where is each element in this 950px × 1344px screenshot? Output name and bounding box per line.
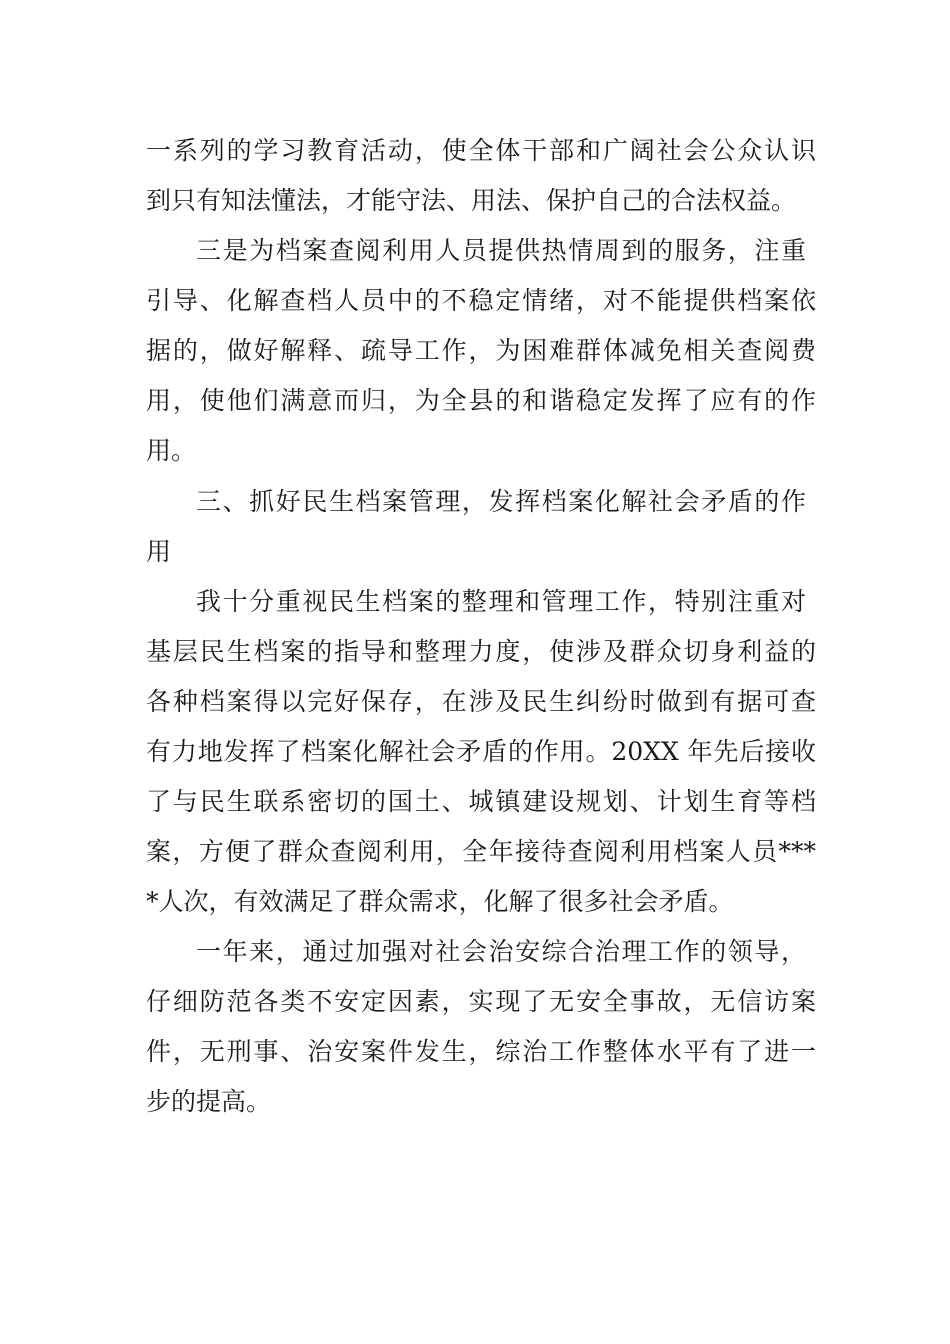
section-heading-continued: 用 [146,537,172,566]
text-line: 有力地发挥了档案化解社会矛盾的作用。20XX 年先后接收 [146,737,816,766]
text-line: 引导、化解查档人员中的不稳定情绪，对不能提供档案依 [146,286,816,315]
text-line: 步的提高。 [146,1087,272,1116]
text-line: 基层民生档案的指导和整理力度，使涉及群众切身利益的 [146,637,816,666]
text-line: 仔细防范各类不安定因素，实现了无安全事故，无信访案 [146,987,816,1016]
text-line: 一系列的学习教育活动，使全体干部和广阔社会公众认识 [146,136,816,165]
text-line: 用。 [146,436,197,465]
paragraph-first-line: 我十分重视民生档案的整理和管理工作，特别注重对 [196,587,806,616]
text-line: 用，使他们满意而归，为全县的和谐稳定发挥了应有的作 [146,386,816,415]
text-line: 案，方便了群众查阅利用，全年接待查阅利用档案人员*** [146,837,816,866]
text-line: 到只有知法懂法，才能守法、用法、保护自己的合法权益。 [146,186,797,215]
text-line: 据的，做好解释、疏导工作，为困难群体减免相关查阅费 [146,336,816,365]
text-line: 了与民生联系密切的国土、城镇建设规划、计划生育等档 [146,787,816,816]
section-heading: 三、抓好民生档案管理，发挥档案化解社会矛盾的作 [196,487,806,516]
text-line: *人次，有效满足了群众需求，化解了很多社会矛盾。 [146,887,734,916]
paragraph-first-line: 三是为档案查阅利用人员提供热情周到的服务，注重 [196,236,806,265]
text-line: 各种档案得以完好保存，在涉及民生纠纷时做到有据可查 [146,687,816,716]
paragraph-first-line: 一年来，通过加强对社会治安综合治理工作的领导， [196,937,806,966]
text-line: 件，无刑事、治安案件发生，综治工作整体水平有了进一 [146,1037,816,1066]
